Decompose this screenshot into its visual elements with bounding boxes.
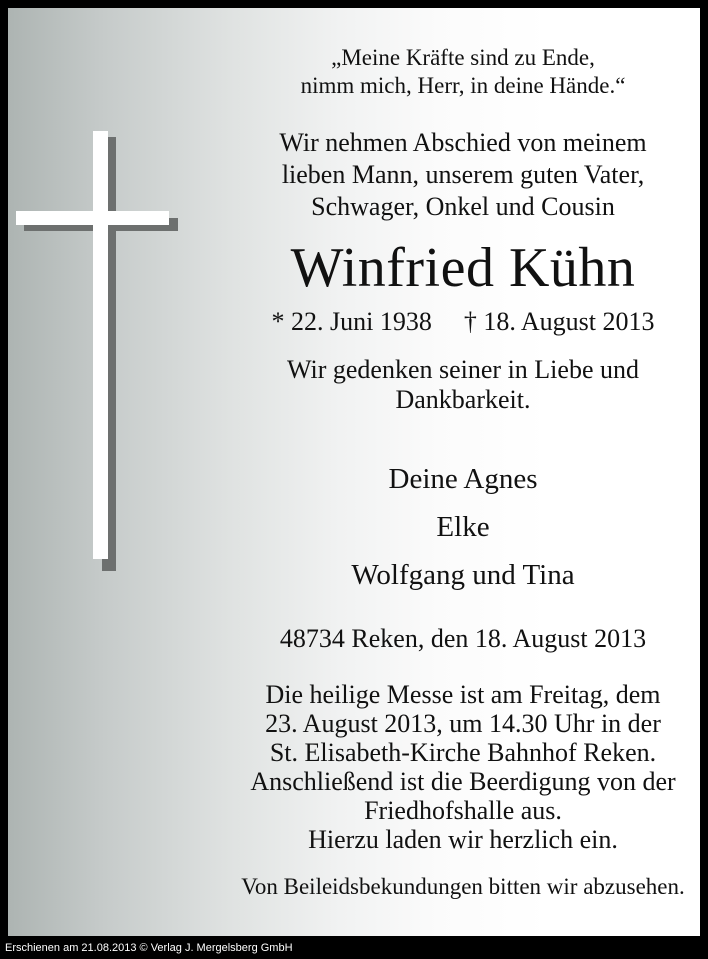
funeral-line: Hierzu laden wir herzlich ein. <box>308 825 618 854</box>
motto <box>238 44 688 100</box>
funeral-line: Friedhofshalle aus. <box>364 796 562 825</box>
intro-line: Wir nehmen Abschied von meinem <box>279 128 647 157</box>
death-date: † 18. August 2013 <box>463 307 655 336</box>
deceased-name: Winfried Kühn <box>290 237 636 299</box>
mourner-name: Elke <box>436 511 490 543</box>
intro-line: Schwager, Onkel und Cousin <box>311 192 615 221</box>
cross-horizontal-beam <box>16 211 169 225</box>
intro-line: lieben Mann, unserem guten Vater, <box>281 160 645 189</box>
mourners-list <box>238 455 688 599</box>
funeral-line: St. Elisabeth-Kirche Bahnhof Reken. <box>269 738 657 767</box>
remembrance-line: Wir gedenken seiner in Liebe und <box>287 355 639 384</box>
mourner-name: Wolfgang und Tina <box>351 559 575 591</box>
birth-date: * 22. Juni 1938 <box>271 307 432 336</box>
place-and-date: 48734 Reken, den 18. August 2013 <box>279 624 647 653</box>
funeral-line: Die heilige Messe ist am Freitag, dem <box>265 680 661 709</box>
life-dates <box>238 306 688 338</box>
mourner-name: Deine Agnes <box>388 463 538 495</box>
funeral-line: 23. August 2013, um 14.30 Uhr in der <box>265 709 661 738</box>
funeral-information <box>238 680 688 854</box>
funeral-line: Anschließend ist die Beerdigung von der <box>250 767 676 796</box>
motto-line: nimm mich, Herr, in deine Hände.“ <box>300 73 626 98</box>
obituary-card <box>8 8 700 936</box>
motto-line: „Meine Kräfte sind zu Ende, <box>331 45 595 70</box>
remembrance-text <box>238 355 688 415</box>
publication-footer: Erschienen am 21.08.2013 © Verlag J. Mergelsberg GmbH <box>5 942 293 954</box>
condolence-note: Von Beileidsbekundungen bitten wir abzusehen. <box>241 874 685 899</box>
farewell-intro <box>238 127 688 223</box>
remembrance-line: Dankbarkeit. <box>395 385 531 414</box>
cross-icon <box>16 131 178 571</box>
cross-vertical-beam <box>93 131 108 559</box>
